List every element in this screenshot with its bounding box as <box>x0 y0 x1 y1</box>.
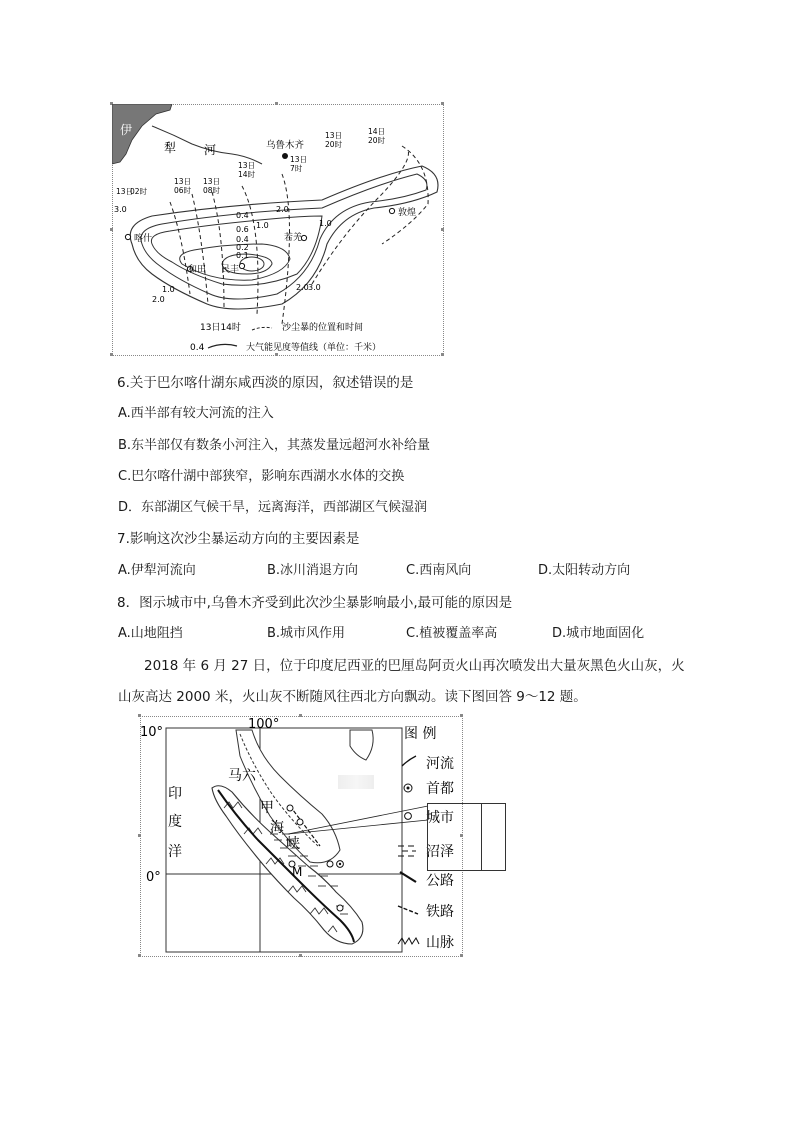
urumqi-dot <box>282 153 288 159</box>
ruoqiang-dot <box>301 235 306 240</box>
kashgar-dot <box>125 234 130 239</box>
svg-text:六: 六 <box>242 768 256 784</box>
svg-text:公路: 公路 <box>426 873 454 889</box>
svg-text:铁路: 铁路 <box>426 904 454 920</box>
svg-text:0.6: 0.6 <box>236 225 249 234</box>
svg-text:13日: 13日 <box>290 155 308 164</box>
svg-text:峡: 峡 <box>286 836 300 852</box>
lat-mid-label: 0° <box>146 870 161 885</box>
question-6: 6.关于巴尔喀什湖东咸西淡的原因，叙述错误的是 <box>117 375 414 391</box>
lat-top-label: 10° <box>140 725 164 740</box>
svg-text:13日: 13日 <box>174 177 192 186</box>
svg-text:1.0: 1.0 <box>256 221 269 230</box>
q6-option-c: C.巴尔喀什湖中部狭窄，影响东西湖水水体的交换 <box>118 469 405 484</box>
svg-text:河流: 河流 <box>426 756 454 772</box>
svg-text:13日: 13日 <box>203 177 221 186</box>
q7-option-d: D.太阳转动方向 <box>538 563 631 578</box>
svg-text:首都: 首都 <box>426 781 454 797</box>
q7-option-c: C.西南风向 <box>406 563 472 578</box>
svg-text:13日: 13日 <box>238 161 256 170</box>
svg-text:3.0: 3.0 <box>114 205 127 214</box>
question-7: 7.影响这次沙尘暴运动方向的主要因素是 <box>117 531 360 547</box>
svg-text:08时: 08时 <box>203 186 221 195</box>
question-8: 8．图示城市中,乌鲁木齐受到此次沙尘暴影响最小,最可能的原因是 <box>117 595 513 611</box>
swamp-icon <box>398 846 416 856</box>
svg-text:13日: 13日 <box>116 187 134 196</box>
q6-option-b: B.东半部仅有数条小河注入，其蒸发量远超河水补给量 <box>118 438 431 453</box>
svg-text:20时: 20时 <box>325 140 343 149</box>
svg-text:洋: 洋 <box>168 844 182 860</box>
marker-m: M <box>292 865 303 879</box>
svg-text:20时: 20时 <box>368 136 386 145</box>
minfeng-dot <box>239 263 244 268</box>
railway-icon <box>398 906 418 914</box>
svg-text:城市: 城市 <box>426 810 454 826</box>
svg-text:1.0: 1.0 <box>162 285 175 294</box>
river-icon <box>402 756 416 766</box>
svg-text:印: 印 <box>168 786 182 802</box>
svg-text:甲: 甲 <box>260 800 274 816</box>
svg-text:马: 马 <box>228 768 242 784</box>
svg-text:山脉: 山脉 <box>426 935 454 951</box>
sumatra-map <box>140 716 461 955</box>
river-char-2: 犁 <box>164 141 177 155</box>
svg-text:14时: 14时 <box>238 170 256 179</box>
minfeng-label: 民丰 <box>221 265 240 275</box>
q8-option-c: C.植被覆盖率高 <box>406 626 498 641</box>
passage-line-1: 2018 年 6 月 27 日，位于印度尼西亚的巴厘岛阿贡火山再次喷发出大量灰黑色火山灰，火 <box>144 658 685 674</box>
svg-text:14日: 14日 <box>368 127 386 136</box>
svg-text:2.0: 2.0 <box>152 295 165 304</box>
passage-line-2: 山灰高达 2000 米，火山灰不断随风往西北方向飘动。读下图回答 9～12 题。 <box>118 689 587 705</box>
mountain-icon <box>398 938 419 944</box>
lon-label: 100° <box>248 717 280 732</box>
q8-option-b: B.城市风作用 <box>267 626 346 641</box>
legend-vis-value: 0.4 <box>190 343 205 353</box>
q8-option-d: D.城市地面固化 <box>552 626 645 641</box>
svg-text:06时: 06时 <box>174 186 192 195</box>
svg-text:0.4: 0.4 <box>236 211 249 220</box>
svg-text:度: 度 <box>168 814 182 830</box>
svg-text:3.0: 3.0 <box>308 283 321 292</box>
svg-text:13日: 13日 <box>325 131 343 140</box>
legend-vis-text: 大气能见度等值线（单位：千米） <box>246 343 382 353</box>
dunhuang-dot <box>389 208 394 213</box>
svg-text:02时: 02时 <box>130 187 148 196</box>
q6-option-d: D．东部湖区气候干旱，远离海洋，西部湖区气候湿润 <box>118 500 428 515</box>
svg-text:1.0: 1.0 <box>319 219 332 228</box>
city-icon <box>405 813 412 820</box>
river-char-3: 河 <box>204 143 217 157</box>
svg-text:2.0: 2.0 <box>296 283 309 292</box>
svg-text:0.2: 0.2 <box>236 243 249 252</box>
ruoqiang-label: 若羌 <box>284 233 303 243</box>
svg-text:2.0: 2.0 <box>276 205 289 214</box>
svg-text:0.4: 0.4 <box>236 235 249 244</box>
svg-text:沼泽: 沼泽 <box>426 844 454 860</box>
river-char-1: 伊 <box>120 123 133 137</box>
kashgar-label: 喀什 <box>134 234 153 244</box>
svg-text:海: 海 <box>270 820 284 836</box>
q7-option-a: A.伊犁河流向 <box>118 563 196 578</box>
legend-dust-time: 13日14时 <box>200 323 241 333</box>
svg-text:0.1: 0.1 <box>236 251 249 260</box>
legend-title: 图 例 <box>404 726 437 742</box>
q7-option-b: B.冰川消退方向 <box>267 563 359 578</box>
overlay-box-inner <box>427 803 482 871</box>
dunhuang-label: 敦煌 <box>398 208 417 218</box>
legend-dust-text: 沙尘暴的位置和时间 <box>282 323 364 333</box>
dust-storm-map <box>112 104 442 354</box>
hotan-label: 和田 <box>188 265 207 275</box>
q6-option-a: A.西半部有较大河流的注入 <box>118 406 274 421</box>
q8-option-a: A.山地阻挡 <box>118 626 183 641</box>
smudge <box>338 775 374 789</box>
urumqi-label: 乌鲁木齐 <box>266 140 305 151</box>
svg-text:7时: 7时 <box>290 164 303 173</box>
